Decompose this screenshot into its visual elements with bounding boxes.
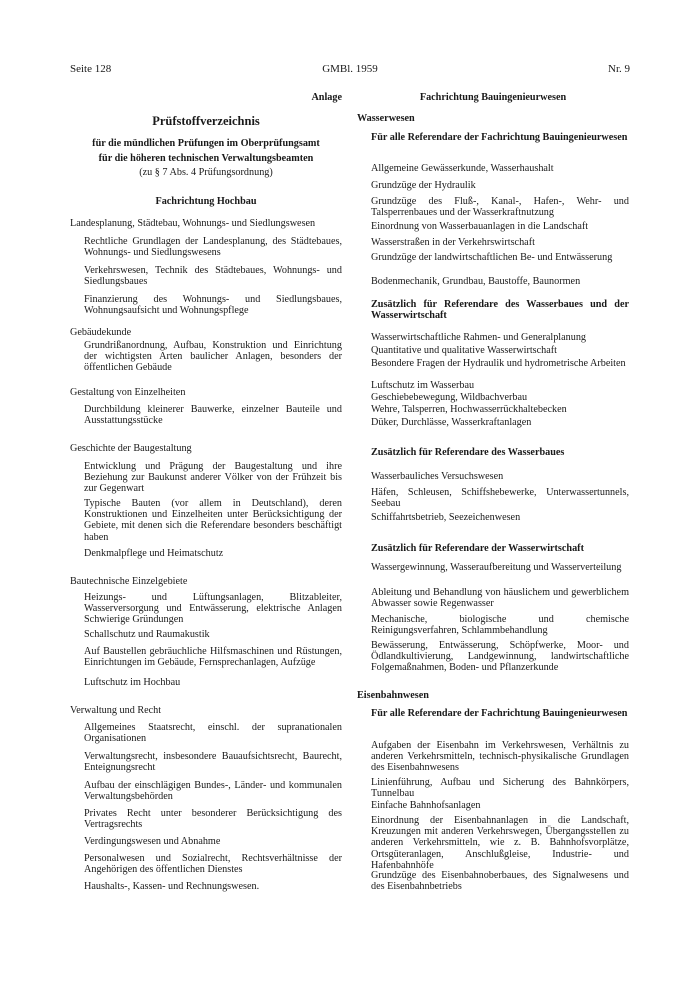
group-heading: Zusätzlich für Referendare der Wasserwirtschaft: [371, 543, 584, 554]
publication-title: GMBl. 1959: [322, 63, 378, 75]
subtitle-line-3: (zu § 7 Abs. 4 Prüfungsordnung): [139, 167, 273, 178]
document-title: Prüfstoffverzeichnis: [152, 114, 260, 128]
topic-item: Grundzüge der Hydraulik: [371, 180, 476, 191]
page-number: Seite 128: [70, 63, 112, 75]
group-heading: Für alle Referendare der Fachrichtung Bauingenieurwesen: [371, 708, 628, 719]
topic-item: Grundzüge des Eisenbahnoberbaues, des Signalwesens und des Eisenbahnbetriebs: [371, 870, 629, 893]
topic-item: Einordnung von Wasserbauanlagen in die Landschaft: [371, 221, 589, 232]
topic-item: Düker, Durchlässe, Wasserkraftanlagen: [371, 417, 532, 428]
topic-item: Mechanische, biologische und chemische Reinigungsverfahren, Schlammbehandlung: [371, 614, 629, 637]
topic-item: Aufgaben der Eisenbahn im Verkehrswesen, Verhältnis zu anderen Verkehrsmitteln, technisch-physikalische Grundlagen des Eisenbahnwesens: [371, 740, 629, 774]
topic-item: Schiffahrtsbetrieb, Seezeichenwesen: [371, 512, 521, 523]
anlage-label: Anlage: [311, 92, 342, 103]
topic-item: Einfache Bahnhofsanlagen: [371, 800, 481, 811]
topic-item: Bewässerung, Entwässerung, Schöpfwerke, Moor- und Ödlandkultivierung, Landgewinnung, landwirtschaftliche Folgemaßnahmen, Boden- und Pflanzerkunde: [371, 640, 629, 674]
topic-item: Verkehrswesen, Technik des Städtebaues, Wohnungs- und Siedlungsbaues: [84, 265, 342, 288]
topic-item: Durchbildung kleinerer Bauwerke, einzelner Bauteile und Ausstattungsstücke: [84, 404, 342, 427]
topic-item: Wasserbauliches Versuchswesen: [371, 471, 504, 482]
topic-item: Wasserwirtschaftliche Rahmen- und Generalplanung: [371, 332, 587, 343]
topic-item: Luftschutz im Hochbau: [84, 677, 181, 688]
topic-heading: Bautechnische Einzelgebiete: [70, 576, 188, 587]
topic-item: Grundzüge des Fluß-, Kanal-, Hafen-, Wehr- und Talsperrenbaues und der Wasserkraftnutzung: [371, 196, 629, 219]
topic-item: Finanzierung des Wohnungs- und Siedlungsbaues, Wohnungsaufsicht und Wohnungspflege: [84, 294, 342, 317]
topic-item: Auf Baustellen gebräuchliche Hilfsmaschinen und Rüstungen, Einrichtungen im Gebäude, Fernsprechanlagen, Aufzüge: [84, 646, 342, 669]
topic-heading: Gestaltung von Einzelheiten: [70, 387, 186, 398]
topic-item: Allgemeine Gewässerkunde, Wasserhaushalt: [371, 163, 554, 174]
topic-item: Bodenmechanik, Grundbau, Baustoffe, Baunormen: [371, 276, 581, 287]
topic-item: Aufbau der einschlägigen Bundes-, Länder- und kommunalen Verwaltungsbehörden: [84, 780, 342, 803]
topic-item: Luftschutz im Wasserbau: [371, 380, 475, 391]
topic-heading: Verwaltung und Recht: [70, 705, 162, 716]
topic-item: Quantitative und qualitative Wasserwirtschaft: [371, 345, 557, 356]
topic-item: Privates Recht unter besonderer Berücksichtigung des Vertragsrechts: [84, 808, 342, 831]
topic-heading: Gebäudekunde: [70, 327, 132, 338]
topic-item: Typische Bauten (vor allem in Deutschland), deren Konstruktionen und Einzelheiten unter Berücksichtigung der Gebiete, mit denen sich die Referendare besonders beschäftigt haben: [84, 498, 342, 543]
topic-item: Einordnung der Eisenbahnanlagen in die Landschaft, Kreuzungen mit anderen Verkehrswegen, Übergangsstellen zu anderen Verkehrsmitteln, wie z. B. Bahnhofsvorplätze, Ortsgüteranlagen, Anschlußgleise, Industrie- und Hafenbahnhöfe: [371, 815, 629, 871]
topic-item: Besondere Fragen der Hydraulik und hydrometrische Arbeiten: [371, 358, 626, 369]
topic-item: Verwaltungsrecht, insbesondere Bauaufsichtsrecht, Baurecht, Enteignungsrecht: [84, 751, 342, 774]
topic-item: Linienführung, Aufbau und Sicherung des Bahnkörpers, Tunnelbau: [371, 777, 629, 800]
topic-item: Heizungs- und Lüftungsanlagen, Blitzableiter, Wasserversorgung und Entwässerung, elektrische Anlagen Schwierige Gründungen: [84, 592, 342, 626]
topic-item: Entwicklung und Prägung der Baugestaltung und ihre Beziehung zur Baukunst anderer Völker von der Frühzeit bis zur Gegenwart: [84, 461, 342, 495]
topic-item: Allgemeines Staatsrecht, einschl. der supranationalen Organisationen: [84, 722, 342, 745]
topic-item: Schallschutz und Raumakustik: [84, 629, 210, 640]
topic-item: Rechtliche Grundlagen der Landesplanung, des Städtebaues, Wohnungs- und Siedlungswesens: [84, 236, 342, 259]
topic-item: Häfen, Schleusen, Schiffshebewerke, Unterwassertunnels, Seebau: [371, 487, 629, 510]
subject-heading-eisenbahnwesen: Eisenbahnwesen: [357, 690, 429, 701]
topic-item: Haushalts-, Kassen- und Rechnungswesen.: [84, 881, 260, 892]
topic-item: Verdingungswesen und Abnahme: [84, 836, 221, 847]
subtitle-line-2: für die höheren technischen Verwaltungsbeamten: [98, 153, 314, 164]
topic-item: Personalwesen und Sozialrecht, Rechtsverhältnisse der Angehörigen des öffentlichen Dienstes: [84, 853, 342, 876]
subject-heading-wasserwesen: Wasserwesen: [357, 113, 415, 124]
topic-item: Wehre, Talsperren, Hochwasserrückhaltebecken: [371, 404, 567, 415]
section-heading-hochbau: Fachrichtung Hochbau: [155, 196, 257, 207]
topic-item: Wassergewinnung, Wasseraufbereitung und Wasserverteilung: [371, 562, 622, 573]
group-heading: Zusätzlich für Referendare des Wasserbaues und der Wasserwirtschaft: [371, 299, 629, 322]
topic-item: Wasserstraßen in der Verkehrswirtschaft: [371, 237, 535, 248]
topic-item: Grundrißanordnung, Aufbau, Konstruktion und Einrichtung der wichtigsten Arten baulicher Anlagen, besonders der öffentlichen Gebäude: [84, 340, 342, 374]
group-heading: Für alle Referendare der Fachrichtung Bauingenieurwesen: [371, 132, 628, 143]
topic-item: Denkmalpflege und Heimatschutz: [84, 548, 224, 559]
issue-number: Nr. 9: [608, 63, 630, 75]
topic-heading: Geschichte der Baugestaltung: [70, 443, 192, 454]
group-heading: Zusätzlich für Referendare des Wasserbaues: [371, 447, 565, 458]
topic-item: Geschiebebewegung, Wildbachverbau: [371, 392, 528, 403]
topic-heading: Landesplanung, Städtebau, Wohnungs- und Siedlungswesen: [70, 218, 316, 229]
topic-item: Grundzüge der landwirtschaftlichen Be- und Entwässerung: [371, 252, 613, 263]
subtitle-line-1: für die mündlichen Prüfungen im Oberprüfungsamt: [92, 138, 320, 149]
section-heading-bauingenieurwesen: Fachrichtung Bauingenieurwesen: [419, 92, 567, 103]
topic-item: Ableitung und Behandlung von häuslichem und gewerblichem Abwasser sowie Regenwasser: [371, 587, 629, 610]
